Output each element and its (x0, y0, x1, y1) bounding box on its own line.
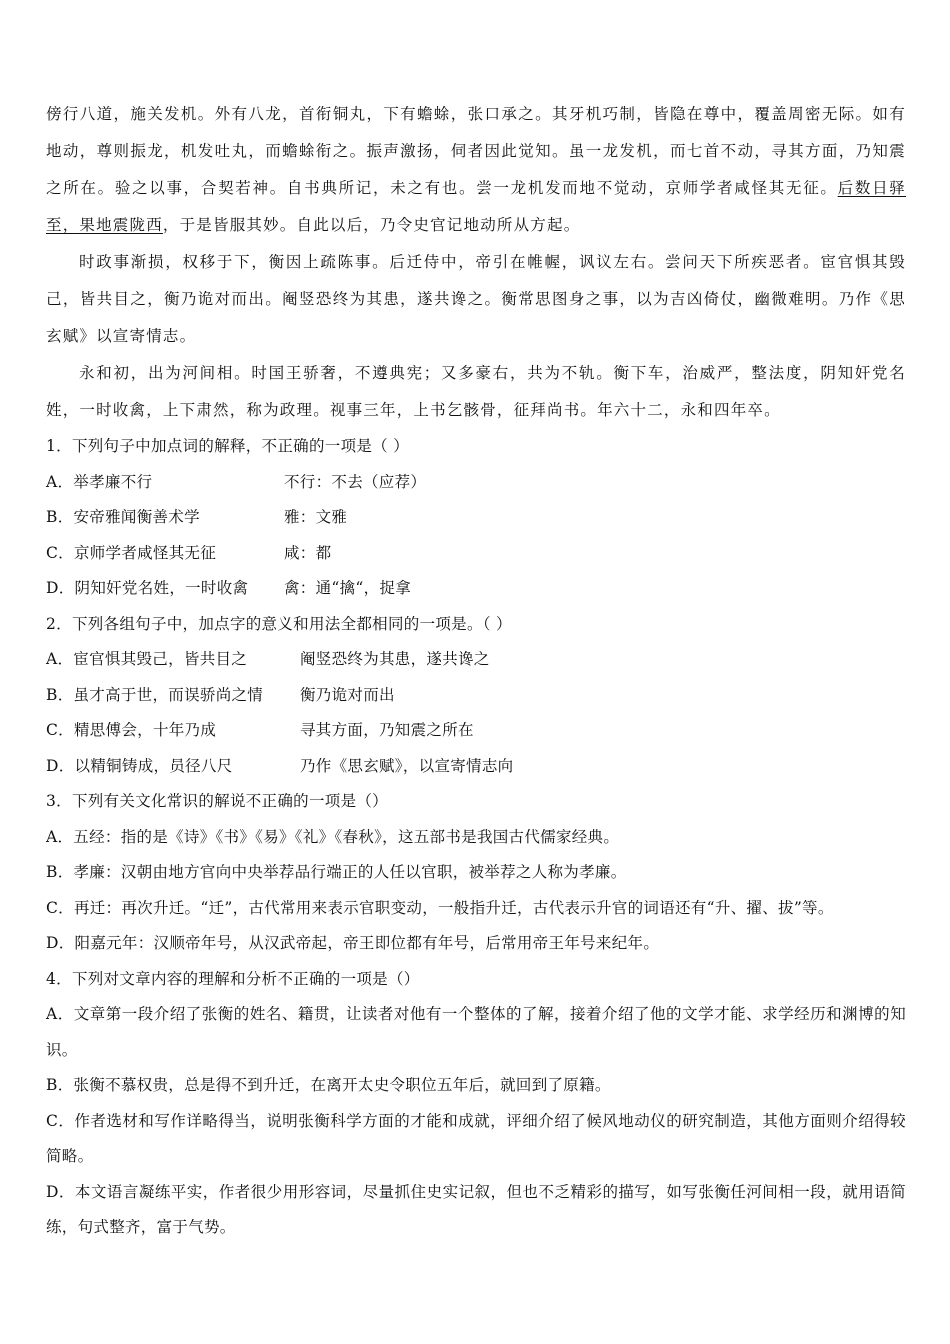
question-3-stem: 3．下列有关文化常识的解说不正确的一项是（） (46, 792, 388, 810)
question-1-option-b (46, 500, 906, 536)
question-4-option-d: D．本文语言凝练平实，作者很少用形容词，尽量抓住史实记叙，但也不乏精彩的描写，如写张衡任河间相一段，就用语简练，句式整齐，富于气势。 (46, 1182, 906, 1236)
question-3-option-a: A．五经：指的是《诗》《书》《易》《礼》《春秋》，这五部书是我国古代儒家经典。 (46, 827, 620, 846)
passage-paragraph-3: 永和初，出为河间相。时国王骄奢，不遵典宪；又多豪右，共为不轨。衡下车，治威严，整法度，阴知奸党名姓，一时收禽，上下肃然，称为政理。视事三年，上书乞骸骨，征拜尚书。年六十二，永和四年卒。 (46, 364, 906, 419)
question-4 (46, 962, 906, 1246)
option-sentence-1: B．虽才高于世，而误骄尚之情 (46, 685, 264, 704)
option-text: D．阴知奸党名姓，一时收禽 (46, 579, 249, 597)
passage-paragraph-2: 时政事渐损，权移于下，衡因上疏陈事。后迁侍中，帝引在帷幄，讽议左右。尝问天下所疾恶者。宦官惧其毁己，皆共目之，衡乃诡对而出。阉竖恐终为其患，遂共谗之。衡常思图身之事，以为吉凶倚仗，幽微难明。乃作《思玄赋》以宣寄情志。 (46, 253, 906, 345)
passage-p1-text-b: ，于是皆服其妙。自此以后，乃令史官记地动所从方起。 (162, 216, 581, 234)
question-2 (46, 607, 906, 785)
question-3-option-c: C．再迁：再次升迁。“迁”，古代常用来表示官职变动，一般指升迁，古代表示升官的词语还有“升、擢、拔”等。 (46, 898, 834, 917)
option-sentence-1: A．宦官惧其毁己，皆共目之 (46, 650, 248, 668)
question-2-option-c (46, 713, 906, 749)
option-sentence-2: 衡乃诡对而出 (300, 685, 395, 704)
question-1 (46, 429, 906, 607)
passage-paragraph-1 (46, 96, 906, 244)
question-3-option-b: B．孝廉：汉朝由地方官向中央举荐品行端正的人任以官职，被举荐之人称为孝廉。 (46, 863, 627, 881)
passage-p1-text-a: 傍行八道，施关发机。外有八龙，首衔铜丸，下有蟾蜍，张口承之。其牙机巧制，皆隐在尊中，覆盖周密无际。如有地动，尊则振龙，机发吐丸，而蟾蜍衔之。振声激扬，伺者因此觉知。虽一龙发机，而七首不动，寻其方面，乃知震之所在。验之以事，合契若神。自书典所记，未之有也。尝一龙机发而地不觉动，京师学者咸怪其无征。 (46, 105, 906, 197)
question-4-option-b: B．张衡不慕权贵，总是得不到升迁，在离开太史令职位五年后，就回到了原籍。 (46, 1076, 611, 1094)
question-4-option-c: C．作者选材和写作详略得当，说明张衡科学方面的才能和成就，评细介绍了候风地动仪的研究制造，其他方面则介绍得较简略。 (46, 1111, 906, 1165)
question-3-option-d: D．阳嘉元年：汉顺帝年号，从汉武帝起，帝王即位都有年号，后常用帝王年号来纪年。 (46, 934, 660, 952)
question-1-option-c (46, 536, 906, 572)
option-sentence-2: 阉竖恐终为其患，遂共谗之 (300, 650, 490, 668)
option-sentence-1: C．精思傅会，十年乃成 (46, 721, 217, 739)
option-sentence-2: 乃作《思玄赋》，以宣寄情志向 (300, 756, 514, 775)
option-sentence-1: D．以精铜铸成，员径八尺 (46, 756, 233, 775)
question-2-option-d (46, 749, 906, 785)
option-text: C．京师学者咸怪其无征 (46, 543, 217, 562)
question-1-option-a (46, 465, 906, 501)
option-sentence-2: 寻其方面，乃知震之所在 (300, 721, 474, 739)
passage-p1-underlined-sentence: 后数日驿至，果地震陇西 (46, 179, 906, 234)
option-text: A．举孝廉不行 (46, 472, 153, 491)
question-2-option-a (46, 642, 906, 678)
question-2-option-b (46, 678, 906, 714)
question-3 (46, 784, 906, 962)
question-4-stem: 4．下列对文章内容的理解和分析不正确的一项是（） (46, 969, 420, 988)
option-explanation: 不行：不去（应荐） (284, 472, 427, 491)
option-explanation: 咸：都 (284, 543, 332, 562)
question-1-option-d (46, 571, 906, 607)
option-explanation: 禽：通“擒“，捉拿 (284, 579, 412, 597)
option-text: B．安帝雅闻衡善术学 (46, 508, 200, 526)
option-explanation: 雅：文雅 (284, 508, 348, 526)
question-1-stem: 1．下列句子中加点词的解释，不正确的一项是（ ） (46, 437, 409, 455)
exam-page (46, 96, 906, 1246)
question-2-stem: 2．下列各组句子中，加点字的意义和用法全都相同的一项是。（ ） (46, 614, 512, 633)
question-4-option-a: A．文章第一段介绍了张衡的姓名、籍贯，让读者对他有一个整体的了解，接着介绍了他的文学才能、求学经历和渊博的知识。 (46, 1005, 906, 1059)
